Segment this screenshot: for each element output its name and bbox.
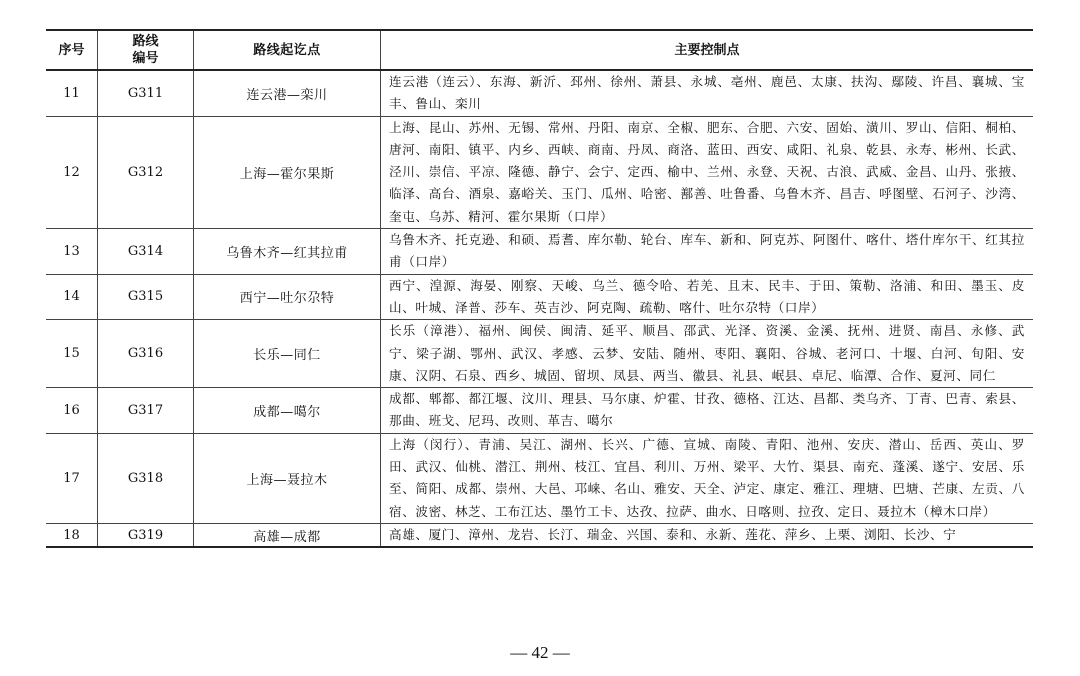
row-route-endpoints: 连云港—栾川	[194, 70, 381, 116]
row-serial-number: 18	[46, 523, 98, 547]
row-control-points: 连云港（连云）、东海、新沂、邳州、徐州、萧县、永城、亳州、鹿邑、太康、扶沟、鄢陵、许昌、襄城、宝丰、鲁山、栾川	[381, 70, 1034, 116]
row-route-endpoints: 高雄—成都	[194, 523, 381, 547]
row-serial-number: 12	[46, 116, 98, 228]
table-row	[46, 116, 1033, 228]
header-route-code: 路线 编号	[98, 30, 194, 70]
row-route-code: G317	[98, 388, 194, 434]
header-route-endpoints: 路线起讫点	[194, 30, 381, 70]
row-route-endpoints: 上海—聂拉木	[194, 433, 381, 523]
row-route-code: G312	[98, 116, 194, 228]
table-row	[46, 70, 1033, 116]
header-serial-number: 序号	[46, 30, 98, 70]
route-table	[46, 29, 1033, 548]
row-route-code: G314	[98, 229, 194, 275]
row-control-points: 上海（闵行）、青浦、吴江、湖州、长兴、广德、宣城、南陵、青阳、池州、安庆、潜山、岳西、英山、罗田、武汉、仙桃、潜江、荆州、枝江、宜昌、利川、万州、梁平、大竹、渠县、南充、蓬溪、遂宁、安居、乐至、简阳、成都、崇州、大邑、邛崃、名山、雅安、天全、泸定、康定、雅江、理塘、巴塘、芒康、左贡、八宿、波密、林芝、工布江达、墨竹工卡、达孜、拉萨、曲水、日喀则、拉孜、定日、聂拉木（樟木口岸）	[381, 433, 1034, 523]
row-route-endpoints: 长乐—同仁	[194, 320, 381, 388]
row-route-code: G311	[98, 70, 194, 116]
row-control-points: 长乐（漳港）、福州、闽侯、闽清、延平、顺昌、邵武、光泽、资溪、金溪、抚州、进贤、南昌、永修、武宁、梁子湖、鄂州、武汉、孝感、云梦、安陆、随州、枣阳、襄阳、谷城、老河口、十堰、白河、旬阳、安康、汉阴、石泉、西乡、城固、留坝、凤县、两当、徽县、礼县、岷县、卓尼、临潭、合作、夏河、同仁	[381, 320, 1034, 388]
row-route-endpoints: 成都—噶尔	[194, 388, 381, 434]
table-row	[46, 433, 1033, 523]
row-route-code: G315	[98, 274, 194, 320]
row-control-points: 高雄、厦门、漳州、龙岩、长汀、瑞金、兴国、泰和、永新、莲花、萍乡、上栗、浏阳、长沙、宁	[381, 523, 1034, 547]
page-number: — 42 —	[510, 643, 570, 662]
row-serial-number: 14	[46, 274, 98, 320]
table-row	[46, 388, 1033, 434]
row-serial-number: 15	[46, 320, 98, 388]
table-row	[46, 320, 1033, 388]
row-route-code: G318	[98, 433, 194, 523]
row-serial-number: 11	[46, 70, 98, 116]
row-route-code: G319	[98, 523, 194, 547]
table-row	[46, 523, 1033, 547]
row-serial-number: 17	[46, 433, 98, 523]
row-route-endpoints: 上海—霍尔果斯	[194, 116, 381, 228]
table-row	[46, 229, 1033, 275]
row-serial-number: 16	[46, 388, 98, 434]
table-row	[46, 274, 1033, 320]
row-route-code: G316	[98, 320, 194, 388]
row-control-points: 成都、郫都、都江堰、汶川、理县、马尔康、炉霍、甘孜、德格、江达、昌都、类乌齐、丁青、巴青、索县、那曲、班戈、尼玛、改则、革吉、噶尔	[381, 388, 1034, 434]
row-control-points: 乌鲁木齐、托克逊、和硕、焉耆、库尔勒、轮台、库车、新和、阿克苏、阿图什、喀什、塔什库尔干、红其拉甫（口岸）	[381, 229, 1034, 275]
row-control-points: 上海、昆山、苏州、无锡、常州、丹阳、南京、全椒、肥东、合肥、六安、固始、潢川、罗山、信阳、桐柏、唐河、南阳、镇平、内乡、西峡、商南、丹凤、商洛、蓝田、西安、咸阳、礼泉、乾县、永寿、彬州、长武、泾川、崇信、平凉、隆德、静宁、会宁、定西、榆中、兰州、永登、天祝、古浪、武威、金昌、山丹、张掖、临泽、高台、酒泉、嘉峪关、玉门、瓜州、哈密、鄯善、吐鲁番、乌鲁木齐、昌吉、呼图壁、石河子、沙湾、奎屯、乌苏、精河、霍尔果斯（口岸）	[381, 116, 1034, 228]
row-serial-number: 13	[46, 229, 98, 275]
table-header-row	[46, 30, 1033, 70]
row-route-endpoints: 西宁—吐尔尕特	[194, 274, 381, 320]
header-control-points: 主要控制点	[381, 30, 1034, 70]
row-route-endpoints: 乌鲁木齐—红其拉甫	[194, 229, 381, 275]
row-control-points: 西宁、湟源、海晏、刚察、天峻、乌兰、德令哈、若羌、且末、民丰、于田、策勒、洛浦、和田、墨玉、皮山、叶城、泽普、莎车、英吉沙、阿克陶、疏勒、喀什、吐尔尕特（口岸）	[381, 274, 1034, 320]
